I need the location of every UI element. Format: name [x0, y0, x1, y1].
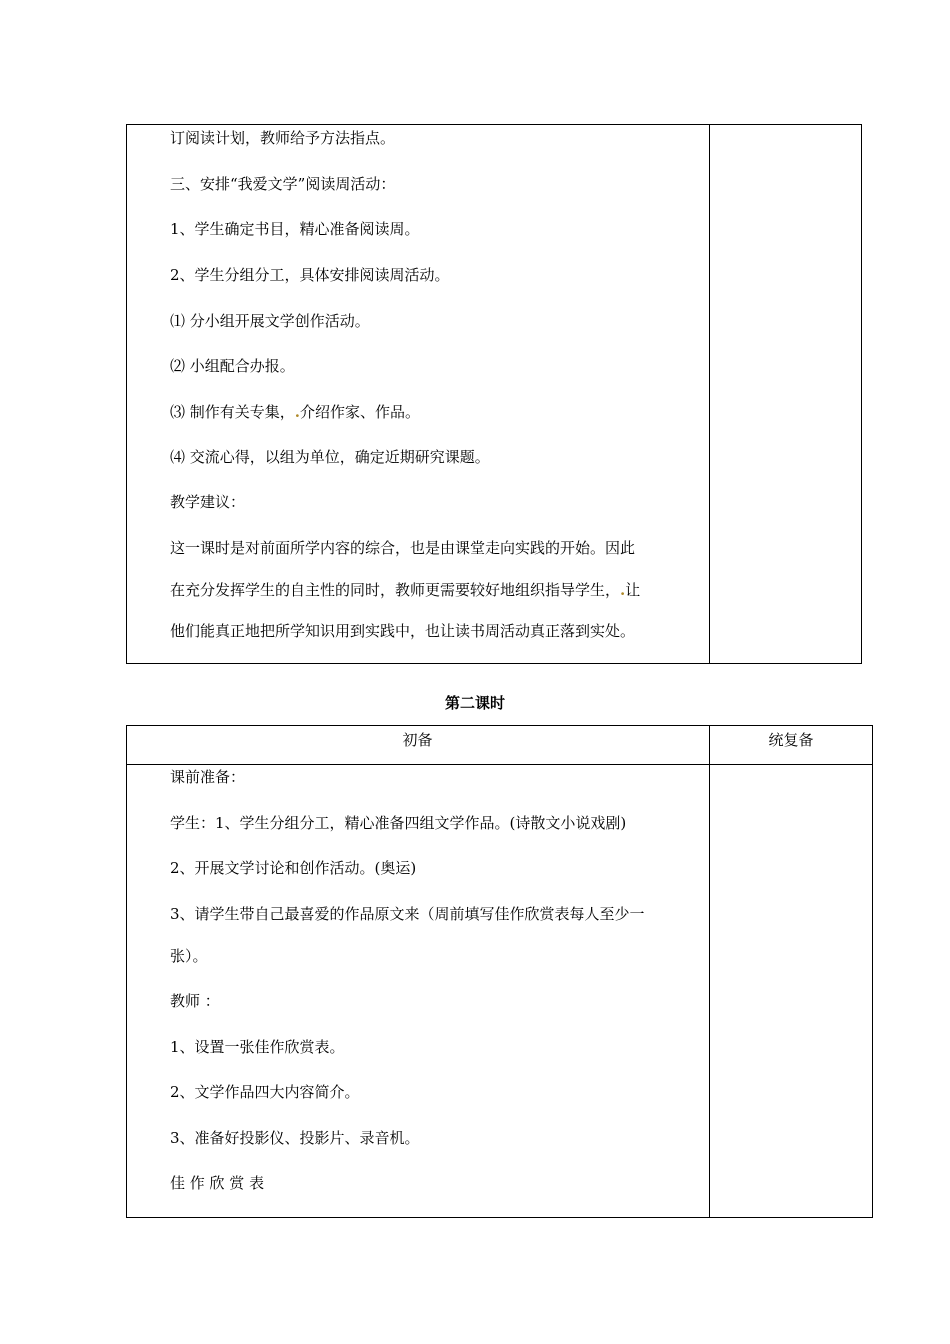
table1-line-4: 2、学生分组分工，具体安排阅读周活动。 [170, 266, 450, 284]
table1-line-1: 订阅读计划，教师给予方法指点。 [170, 129, 396, 147]
table1-line-2: 三、安排“我爱文学”阅读周活动： [170, 175, 396, 193]
table1-line-10: 这一课时是对前面所学内容的综合，也是由课堂走向实践的开始。因此 [170, 539, 636, 557]
table1-line-8: ⑷ 交流心得，以组为单位，确定近期研究课题。 [170, 448, 490, 466]
table2-header-divider [126, 764, 873, 765]
table1-line-9: 教学建议： [170, 493, 246, 511]
table1-line-7 [170, 402, 420, 422]
table2-line-5: 张）。 [170, 947, 208, 965]
table1-line-7-head: ⑶ 制作有关专集， [170, 403, 295, 421]
table2-line-7: 1、设置一张佳作欣赏表。 [170, 1038, 345, 1056]
table2-line-10: 佳 作 欣 赏 表 [170, 1174, 265, 1192]
table2-line-6: 教师 ： [170, 992, 220, 1010]
table1-line-6: ⑵ 小组配合办报。 [170, 357, 295, 375]
table2-line-9: 3、准备好投影仪、投影片、录音机。 [170, 1129, 420, 1147]
table2-line-1: 课前准备： [170, 768, 246, 786]
table1-line-3: 1、学生确定书目，精心准备阅读周。 [170, 220, 420, 238]
table2-header-left: 初备 [402, 731, 433, 749]
table2-header-right: 统复备 [768, 731, 814, 749]
table1-column-divider [709, 124, 710, 664]
table1-line-11-head: 在充分发挥学生的自主性的同时，教师更需要较好地组织指导学生， [170, 581, 621, 599]
table1-line-12: 他们能真正地把所学知识用到实践中，也让读书周活动真正落到实处。 [170, 622, 636, 640]
table2-line-2: 学生：1、学生分组分工，精心准备四组文学作品。(诗散文小说戏剧) [170, 814, 627, 832]
table1-line-7-tail: 介绍作家、作品。 [300, 403, 421, 421]
stray-mark: . [620, 581, 626, 599]
table2-line-3: 2、开展文学讨论和创作活动。(奥运) [170, 859, 417, 877]
table1-line-5: ⑴ 分小组开展文学创作活动。 [170, 312, 370, 330]
table1-line-11 [170, 580, 640, 600]
stray-mark: . [294, 403, 301, 421]
section-title: 第二课时 [445, 694, 506, 712]
table2-column-divider [709, 725, 710, 1218]
table2-line-4: 3、请学生带自己最喜爱的作品原文来（周前填写佳作欣赏表每人至少一 [170, 905, 645, 923]
table2-line-8: 2、文学作品四大内容简介。 [170, 1083, 360, 1101]
table1-line-11-tail: 让 [625, 581, 641, 599]
